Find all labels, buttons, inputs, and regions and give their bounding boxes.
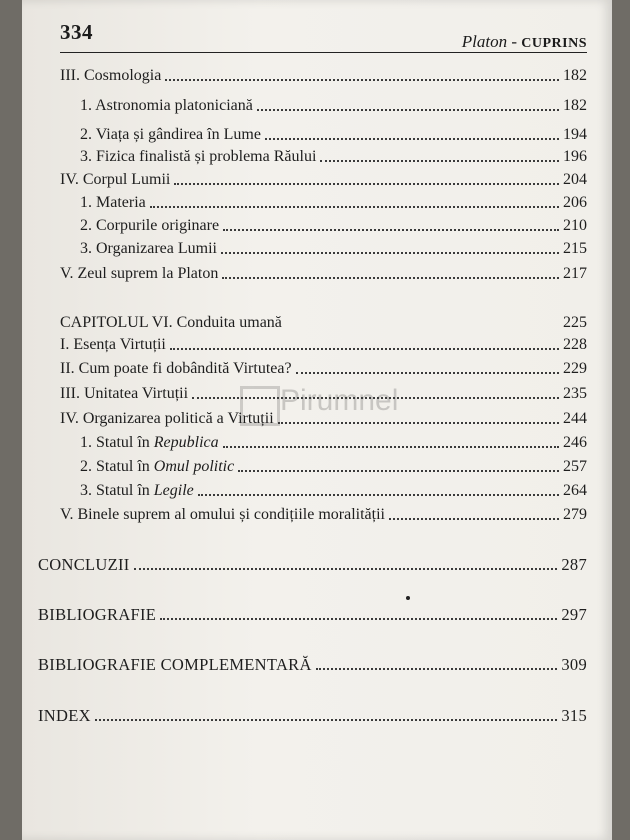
- toc-entry-title: 2. Corpurile originare: [80, 217, 220, 234]
- toc-entry-page: 217: [563, 265, 587, 282]
- toc-entry-page: 194: [563, 126, 587, 143]
- book-page: [22, 0, 612, 840]
- running-head-section: CUPRINS: [521, 36, 587, 51]
- dot-leader: [389, 516, 559, 520]
- toc-entry-title: V. Binele suprem al omului și condițiile moralității: [60, 506, 385, 523]
- dot-leader: [223, 444, 559, 448]
- toc-entry-page: 279: [563, 506, 587, 523]
- toc-entry-title-prefix: 1. Statul în: [80, 434, 154, 451]
- toc-entry: [60, 335, 587, 355]
- toc-entry-title: V. Zeul suprem la Platon: [60, 265, 219, 282]
- toc-entry-page: 210: [563, 217, 587, 234]
- toc-entry-title: IV. Organizarea politică a Virtuții: [60, 410, 274, 427]
- dot-leader: [150, 204, 559, 208]
- toc-entry-title: 1. Materia: [80, 194, 146, 211]
- dot-leader: [320, 158, 559, 162]
- toc-entry-title: 3. Fizica finalistă și problema Răului: [80, 148, 317, 165]
- toc-entry-page: 182: [563, 97, 587, 114]
- watermark-logo: [240, 380, 400, 440]
- running-head: [462, 32, 587, 52]
- toc-entry-title: IV. Corpul Lumii: [60, 171, 171, 188]
- page-header: [60, 18, 587, 53]
- toc-entry-page: 287: [561, 555, 587, 574]
- toc-entry: [80, 239, 587, 259]
- toc-entry-title: BIBLIOGRAFIE: [38, 605, 157, 624]
- toc-entry: [38, 605, 587, 625]
- dot-leader: [95, 717, 558, 721]
- toc-entry-page: 246: [563, 434, 587, 451]
- toc-entry-page: 225: [563, 314, 587, 331]
- toc-entry-page: 244: [563, 410, 587, 427]
- toc-entry-page: 228: [563, 336, 587, 353]
- toc-entry: [60, 170, 587, 190]
- toc-entry-page: 196: [563, 148, 587, 165]
- toc-entry: [60, 264, 587, 284]
- dot-leader: [170, 346, 559, 350]
- dot-leader: [286, 324, 559, 328]
- toc-entry-title-italic: Legile: [153, 482, 194, 499]
- running-head-author: Platon -: [461, 32, 522, 51]
- dot-leader: [257, 107, 559, 111]
- toc-entry: [80, 216, 587, 236]
- page-number: 334: [60, 20, 93, 44]
- dot-leader: [165, 77, 559, 81]
- toc-entry: [80, 96, 587, 116]
- watermark-box-icon: [240, 386, 280, 426]
- toc-entry-title: III. Unitatea Virtuții: [60, 385, 189, 402]
- toc-entry-title: BIBLIOGRAFIE COMPLEMENTARĂ: [38, 655, 312, 674]
- toc-entry: [80, 193, 587, 213]
- toc-entry-title: II. Cum poate fi dobândită Virtutea?: [60, 360, 292, 377]
- toc-entry: [80, 147, 587, 167]
- toc-entry-title: CAPITOLUL VI. Conduita umană: [60, 314, 282, 331]
- toc-entry: [38, 706, 587, 726]
- dot-leader: [174, 181, 559, 185]
- dot-leader: [134, 566, 558, 570]
- dot-leader: [198, 492, 559, 496]
- watermark-text: Pirumnel: [280, 384, 399, 417]
- toc-entry-page: 315: [561, 706, 587, 725]
- toc-entry-page: 264: [563, 482, 587, 499]
- toc-entry-page: 235: [563, 385, 587, 402]
- toc-entry-title: 3. Organizarea Lumii: [80, 240, 217, 257]
- toc-entry-page: 215: [563, 240, 587, 257]
- toc-entry-page: 309: [561, 655, 587, 674]
- toc-entry: [60, 66, 587, 86]
- toc-entry: [80, 457, 587, 477]
- toc-entry-title-prefix: 3. Statul în: [80, 482, 154, 499]
- toc-entry: [38, 555, 587, 575]
- toc-entry-title-italic: Omul politic: [153, 458, 235, 475]
- dot-leader: [222, 275, 559, 279]
- toc-entry-page: 204: [563, 171, 587, 188]
- toc-entry-title: 1. Astronomia platoniciană: [80, 97, 253, 114]
- toc-entry-title-italic: Republica: [153, 434, 219, 451]
- toc-entry-page: 229: [563, 360, 587, 377]
- ink-dot: [406, 596, 410, 600]
- toc-entry: [80, 125, 587, 145]
- toc-entry-title: INDEX: [38, 706, 91, 725]
- dot-leader: [221, 250, 559, 254]
- toc-entry-page: 257: [563, 458, 587, 475]
- dot-leader: [238, 468, 559, 472]
- dot-leader: [265, 136, 559, 140]
- toc-entry-title: [80, 481, 194, 501]
- toc-entry-title-prefix: 2. Statul în: [80, 458, 154, 475]
- toc-entry: [80, 481, 587, 501]
- toc-entry-page: 182: [563, 67, 587, 84]
- toc-entry-page: 297: [561, 605, 587, 624]
- toc-entry-title: [80, 433, 219, 453]
- toc-entry-title: I. Esența Virtuții: [60, 336, 166, 353]
- toc-entry-page: 206: [563, 194, 587, 211]
- dot-leader: [316, 666, 558, 670]
- dot-leader: [296, 370, 559, 374]
- toc-entry: [60, 505, 587, 525]
- toc-entry: [38, 655, 587, 675]
- toc-entry-title: CONCLUZII: [38, 555, 130, 574]
- dot-leader: [223, 227, 559, 231]
- toc-entry-title: III. Cosmologia: [60, 67, 162, 84]
- toc-entry-title: 2. Viața și gândirea în Lume: [80, 126, 261, 143]
- toc-entry: [60, 359, 587, 379]
- dot-leader: [160, 616, 557, 620]
- toc-entry-title: [80, 457, 234, 477]
- toc-entry: [60, 313, 587, 333]
